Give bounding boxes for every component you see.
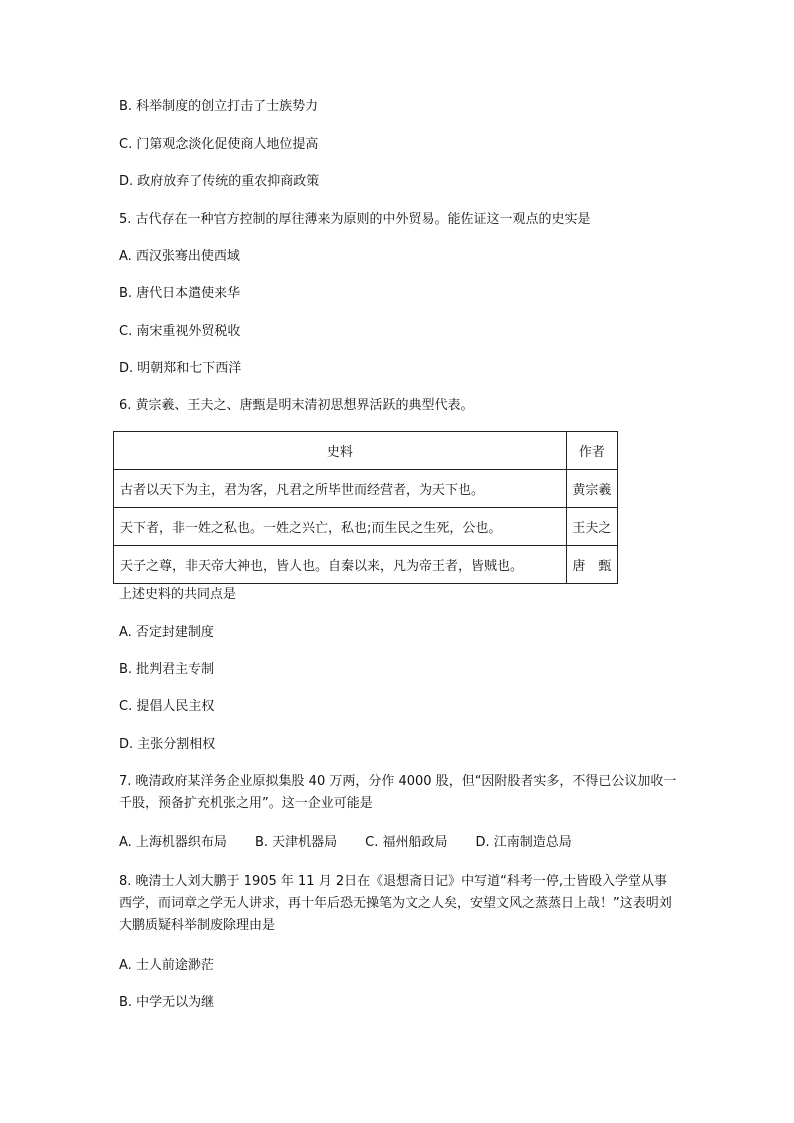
q5-option-d: D. 明朝郑和七下西洋: [119, 361, 242, 376]
q6-option-a: A. 否定封建制度: [119, 625, 214, 640]
q5-option-a: A. 西汉张骞出使西域: [119, 249, 240, 264]
q8-option-b: B. 中学无以为继: [119, 995, 215, 1010]
q5-option-c: C. 南宋重视外贸税收: [119, 324, 241, 339]
q7-options: [119, 835, 600, 851]
q8-option-a: A. 士人前途渺茫: [119, 958, 214, 973]
table-cell-source: 古者以天下为主，君为客，凡君之所毕世而经营者，为天下也。: [114, 470, 567, 508]
table-header-row: [114, 432, 618, 470]
q8-stem: 8. 晚清士人刘大鹏于 1905 年 11 月 2日在《退想斋日记》中写道“科考一停,士皆殴入学堂从事西学，而词章之学无人讲求，再十年后恐无操笔为文之人矣，安望文风之蒸蒸日上哉！”这表明刘大鹏质疑科举制废除理由是: [119, 874, 672, 933]
q6-option-c: C. 提倡人民主权: [119, 699, 215, 714]
q7-option-d: D. 江南制造总局: [475, 835, 572, 850]
q7-stem: 7. 晚清政府某洋务企业原拟集股 40 万两，分作 4000 股，但“因附股者实多，不得已公议加收一千股，预备扩充机张之用”。这一企业可能是: [119, 774, 677, 811]
table-cell-author: 黄宗羲: [566, 470, 617, 508]
q4-option-b: B. 科举制度的创立打击了士族势力: [119, 99, 319, 114]
table-row: [114, 546, 618, 584]
q5-stem: 5. 古代存在一种官方控制的厚往薄来为原则的中外贸易。能佐证这一观点的史实是: [119, 212, 591, 227]
q6-option-b: B. 批判君主专制: [119, 662, 215, 677]
q7-option-c: C. 福州船政局: [365, 835, 448, 850]
table-cell-source: 天下者，非一姓之私也。一姓之兴亡，私也;而生民之生死，公也。: [114, 508, 567, 546]
q4-option-d: D. 政府放弃了传统的重农抑商政策: [119, 174, 320, 189]
q7-option-a: A. 上海机器织布局: [119, 835, 227, 850]
q7-option-b: B. 天津机器局: [254, 835, 338, 850]
q6-option-d: D. 主张分割相权: [119, 737, 216, 752]
q4-option-c: C. 门第观念淡化促使商人地位提高: [119, 137, 319, 152]
table-row: [114, 470, 618, 508]
table-cell-source: 天子之尊，非天帝大神也，皆人也。自秦以来，凡为帝王者，皆贼也。: [114, 546, 567, 584]
source-table: [113, 431, 618, 584]
q6-question: 上述史料的共同点是: [119, 587, 237, 602]
table-header-author: 作者: [566, 432, 617, 470]
table-cell-author: 唐 甄: [566, 546, 617, 584]
table-header-source: 史料: [114, 432, 567, 470]
q6-stem: 6. 黄宗羲、王夫之、唐甄是明末清初思想界活跃的典型代表。: [119, 398, 474, 413]
table-cell-author: 王夫之: [566, 508, 617, 546]
q5-option-b: B. 唐代日本遣使来华: [119, 286, 241, 301]
table-row: [114, 508, 618, 546]
